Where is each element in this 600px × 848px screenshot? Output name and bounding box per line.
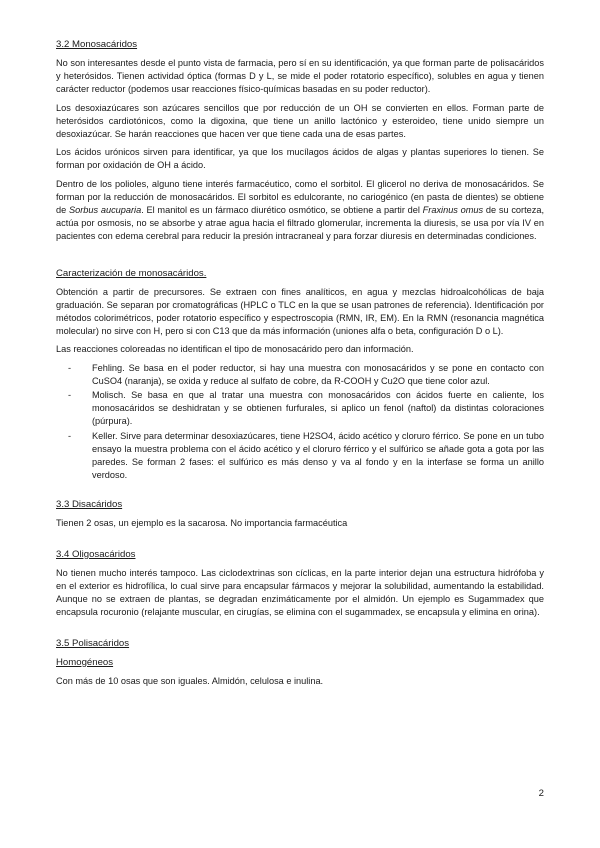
- spacer: [56, 536, 544, 548]
- dash-bullet: -: [68, 362, 72, 373]
- spacer: [56, 625, 544, 637]
- spacer: [56, 249, 544, 267]
- list-item: [56, 430, 544, 483]
- list-item: [56, 362, 544, 388]
- section-heading-monosacaridos: 3.2 Monosacáridos: [56, 39, 138, 50]
- paragraph: Tienen 2 osas, un ejemplo es la sacarosa. No importancia farmacéutica: [56, 518, 348, 529]
- paragraph-polioles: [56, 178, 544, 244]
- paragraph: Los desoxiazúcares son azúcares sencillos que por reducción de un OH se convierten en ellos. Forman parte de heterósidos cardiotónicos, como la digoxina, que tiene un anillo lactónico y esteroideo, tiene unido siempre un desoxiazúcar. Se harán reacciones que hacen ver que tiene cada una de esas partes.: [56, 102, 544, 140]
- species-name: Fraxinus omus: [422, 205, 484, 216]
- paragraph: Obtención a partir de precursores. Se extraen con fines analíticos, en agua y mezclas hidroalcohólicas de baja graduación. Se separan por cromatográficas (HPLC o TLC en la que se usan patrones de referencia). Identificación por métodos colorimétricos, poder rotatorio específico y espectroscopia (RMN, IR, EM). En la RMN (resonancia magnética molecular) no sirve con H, pero si con C13 que da más información (uniones alfa o beta, configuración D o L).: [56, 286, 544, 337]
- list-item-text: Fehling. Se basa en el poder reductor, si hay una muestra con monosacáridos y se pone en contacto con CuSO4 (naranja), se oxida y reduce al sulfato de cobre, da R-COOH y Cu2O que tiene color azul.: [92, 362, 544, 386]
- section-heading-caracterizacion: Caracterización de monosacáridos.: [56, 267, 207, 279]
- page-content: [56, 38, 544, 693]
- list-item: [56, 389, 544, 429]
- text-run: . El manitol es un fármaco diurético osmótico, se obtiene a partir del: [141, 205, 423, 216]
- paragraph: No son interesantes desde el punto vista de farmacia, pero sí en su identificación, ya que forman parte de polisacáridos y heterósidos. Tienen actividad óptica (formas D y L, se mide el poder rotatorio específico), solubles en agua y tienen carácter reductor (podemos usar reacciones físico-químicas basadas en su poder reductor).: [56, 58, 544, 95]
- list-item-text: Molisch. Se basa en que al tratar una muestra con monosacáridos con ácidos fuerte en caliente, los monosacáridos se deshidratan y se obtienen furfurales, si aplico un fenol (naftol) da distintas coloraciones (púrpura).: [92, 390, 544, 427]
- text-run: Dentro de los polioles, alguno tiene interés farmacéutico, como el sorbitol. El glicerol no deriva de monosacáridos. Se forman por la reducción de monosacáridos. El sorbitol es edulcorante, no cariogénico (en pasta de dientes) se obtiene de: [56, 178, 544, 216]
- species-name: Sorbus aucuparia: [68, 205, 142, 216]
- list-item-text: Keller. Sirve para determinar desoxiazúcares, tiene H2SO4, ácido acético y cloruro férrico. Se pone en un tubo ensayo la muestra problema con el ácido acético y el cloruro férrico y el sulfúrico se añade gota a gota por las paredes. Se forman 2 fases: el sulfúrico es más denso y va al fondo y en la interfase se forma un anillo verdoso.: [92, 430, 544, 481]
- section-heading-oligosacaridos: 3.4 Oligosacáridos: [56, 548, 136, 560]
- dash-bullet: -: [68, 430, 72, 441]
- page-number: 2: [538, 788, 544, 799]
- text-run: de su corteza, actúa por osmosis, no se absorbe y atrae agua hacia el filtrado glomerular, incrementa la diuresis, se usa por vía IV en pacientes con edema cerebral para reducir la presión intracraneal y para forzar diuresis en determinadas condiciones.: [56, 205, 544, 242]
- section-heading-polisacaridos: 3.5 Polisacáridos: [56, 637, 130, 649]
- spacer: [56, 486, 544, 498]
- reaction-list: [56, 362, 544, 483]
- dash-bullet: -: [68, 390, 72, 401]
- paragraph: Con más de 10 osas que son iguales. Almidón, celulosa e inulina.: [56, 675, 324, 686]
- paragraph: Los ácidos urónicos sirven para identificar, ya que los mucílagos ácidos de algas y plantas superiores lo tienen. Se forman por oxidación de OH a ácido.: [56, 147, 544, 171]
- section-heading-disacaridos: 3.3 Disacáridos: [56, 499, 123, 511]
- subheading-homogeneos: Homogéneos: [56, 656, 114, 668]
- paragraph: Las reacciones coloreadas no identifican el tipo de monosacárido pero dan información.: [56, 344, 414, 355]
- paragraph: No tienen mucho interés tampoco. Las ciclodextrinas son cíclicas, en la parte interior dejan una estructura hidrófoba y en el exterior es hidrofílica, lo cual sirve para encapsular fármacos y mejorar la solubilidad, aumentando la estabilidad. Aunque no se extraen de plantas, se degradan enzimáticamente por el almidón. Un ejemplo es Sugammadex que encapsula rocuronio (relajante muscular, en cirugías, se elimina con el sugammadex, se encapsula y elimina en orina).: [56, 567, 544, 618]
